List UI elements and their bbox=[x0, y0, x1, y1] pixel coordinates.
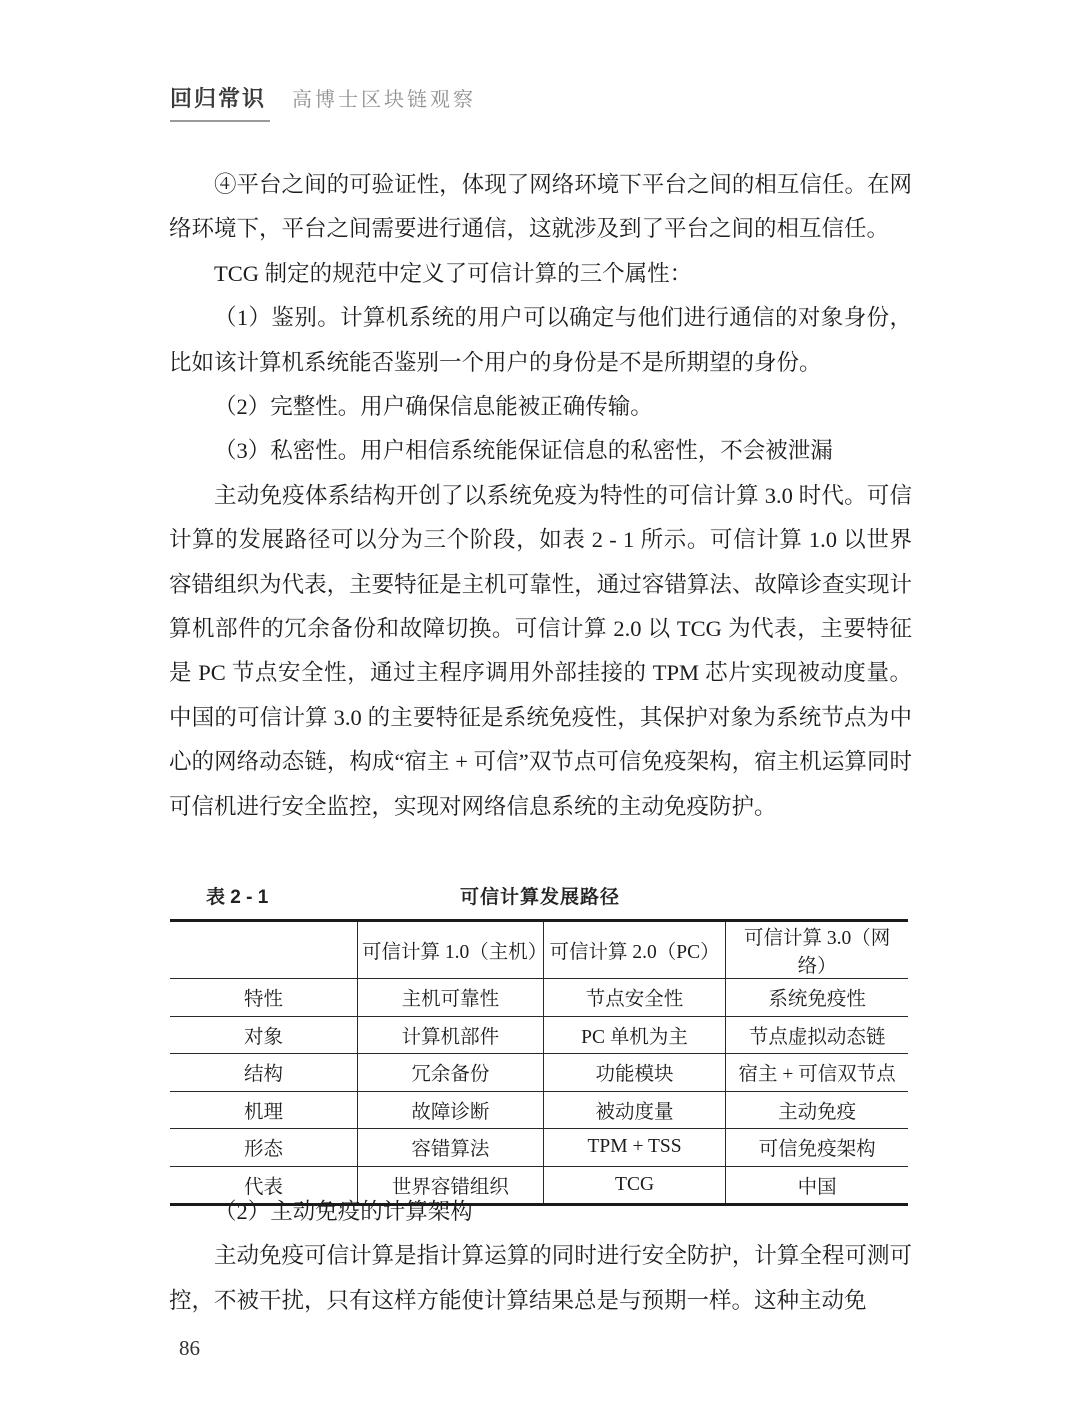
table-label: 表 2 - 1 bbox=[206, 887, 269, 908]
row-header-cell: 代表 bbox=[170, 1166, 357, 1205]
running-head-section-title: 回归常识 bbox=[170, 86, 267, 111]
table-cell: PC 单机为主 bbox=[543, 1016, 725, 1054]
table-header-cell bbox=[170, 921, 357, 979]
paragraph: （2）完整性。用户确保信息能被正确传输。 bbox=[214, 394, 653, 420]
table-cell: 被动度量 bbox=[543, 1091, 725, 1129]
row-header-cell: 形态 bbox=[170, 1129, 357, 1167]
table-row bbox=[170, 1016, 908, 1054]
table-header-cell: 可信计算 2.0（PC） bbox=[543, 921, 725, 979]
table-cell: 节点虚拟动态链 bbox=[726, 1016, 908, 1054]
body-text-lower bbox=[169, 1190, 912, 1323]
paragraph: TCG 制定的规范中定义了可信计算的三个属性： bbox=[214, 260, 693, 286]
table-cell: 中国 bbox=[726, 1166, 908, 1205]
row-header-cell: 特性 bbox=[170, 979, 357, 1017]
running-head bbox=[170, 82, 476, 113]
table-cell: 宿主 + 可信双节点 bbox=[726, 1054, 908, 1092]
row-header-cell: 对象 bbox=[170, 1016, 357, 1054]
running-head-subtitle: 高博士区块链观察 bbox=[292, 89, 477, 111]
running-head-rule bbox=[170, 120, 270, 122]
table-cell: TPM + TSS bbox=[543, 1129, 725, 1167]
table-cell: 功能模块 bbox=[543, 1054, 725, 1092]
table-header-row bbox=[170, 921, 908, 979]
table-row bbox=[170, 1129, 908, 1167]
table-cell: 计算机部件 bbox=[357, 1016, 543, 1054]
row-header-cell: 机理 bbox=[170, 1091, 357, 1129]
table-cell: 世界容错组织 bbox=[357, 1166, 543, 1205]
table-header-cell: 可信计算 3.0（网络） bbox=[726, 921, 908, 979]
table-cell: 容错算法 bbox=[357, 1129, 543, 1167]
row-header-cell: 结构 bbox=[170, 1054, 357, 1092]
table-row bbox=[170, 979, 908, 1017]
paragraph: 主动免疫可信计算是指计算运算的同时进行安全防护，计算全程可测可控，不被干扰，只有这样方能使计算结果总是与预期一样。这种主动免 bbox=[169, 1243, 912, 1313]
table-cell: TCG bbox=[543, 1166, 725, 1205]
table-header-cell: 可信计算 1.0（主机） bbox=[357, 921, 543, 979]
table-cell: 主机可靠性 bbox=[357, 979, 543, 1017]
subsection-heading: （2）主动免疫的计算架构 bbox=[214, 1199, 473, 1224]
table-title: 可信计算发展路径 bbox=[459, 887, 620, 908]
paragraph: 主动免疫体系结构开创了以系统免疫为特性的可信计算 3.0 时代。可信计算的发展路径可以分为三个阶段，如表 2 - 1 所示。可信计算 1.0 以世界容错组织为代表，主要特征是主机可靠性，通过容错算法、故障诊查实现计算机部件的冗余备份和故障切换。可信计算 2.0 以 TCG 为代表，主要特征是 PC 节点安全性，通过主程序调用外部挂接的 TPM 芯片实现被动度量。中国的可信计算 3.0 的主要特征是系统免疫性，其保护对象为系统节点为中心的网络动态链，构成“宿主 + 可信”双节点可信免疫架构，宿主机运算同时可信机进行安全监控，实现对网络信息系统的主动免疫防护。 bbox=[169, 482, 912, 819]
page-number: 86 bbox=[179, 1336, 200, 1360]
table-cell: 可信免疫架构 bbox=[726, 1129, 908, 1167]
table-row bbox=[170, 1091, 908, 1129]
paragraph: （3）私密性。用户相信系统能保证信息的私密性，不会被泄漏 bbox=[214, 438, 833, 464]
table-cell: 故障诊断 bbox=[357, 1091, 543, 1129]
table-row bbox=[170, 1054, 908, 1092]
table-cell: 主动免疫 bbox=[726, 1091, 908, 1129]
table-cell: 系统免疫性 bbox=[726, 979, 908, 1017]
table-cell: 节点安全性 bbox=[543, 979, 725, 1017]
table-caption bbox=[170, 882, 910, 912]
body-text-upper bbox=[169, 163, 912, 829]
trusted-computing-table bbox=[170, 919, 908, 1206]
paragraph: ④平台之间的可验证性，体现了网络环境下平台之间的相互信任。在网络环境下，平台之间需要进行通信，这就涉及到了平台之间的相互信任。 bbox=[169, 172, 912, 242]
table-cell: 冗余备份 bbox=[357, 1054, 543, 1092]
paragraph: （1）鉴别。计算机系统的用户可以确定与他们进行通信的对象身份，比如该计算机系统能否鉴别一个用户的身份是不是所期望的身份。 bbox=[169, 305, 912, 375]
